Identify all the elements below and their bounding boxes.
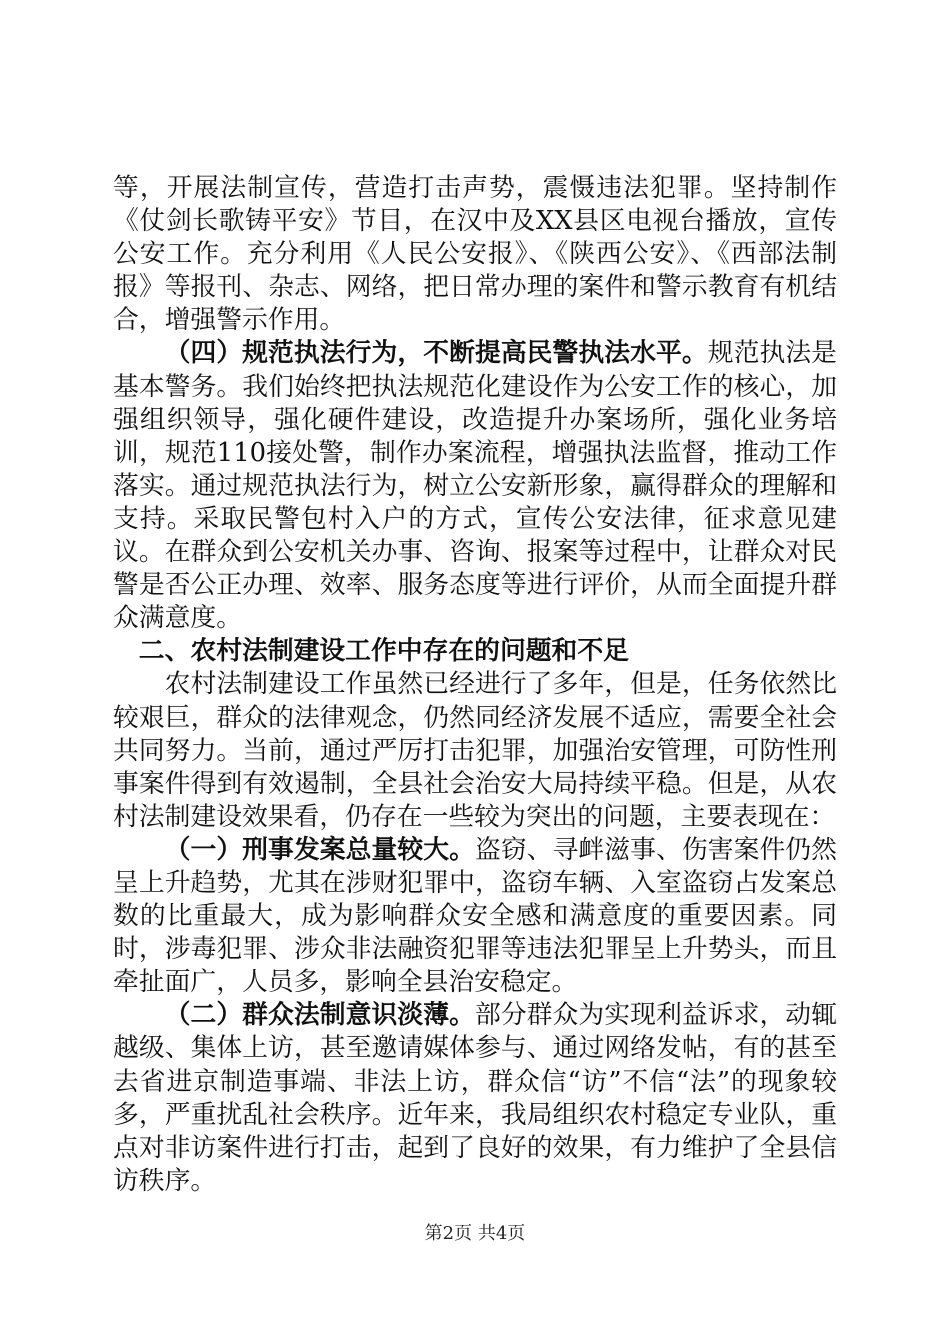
paragraph-1: [113, 172, 837, 337]
paragraph-2: [113, 337, 837, 635]
paragraph-3-text: 农村法制建设工作虽然已经进行了多年，但是，任务依然比较艰巨，群众的法律观念，仍然同经济发展不适应，需要全社会共同努力。当前，通过严厉打击犯罪，加强治安管理，可防性刑事案件得到有效遏制，全县社会治安大局持续平稳。但是，从农村法制建设效果看，仍存在一些较为突出的问题，主要表现在：: [113, 669, 837, 832]
page-footer: 第2页 共4页: [424, 1223, 526, 1244]
paragraph-5-lead: （二）群众法制意识淡薄。: [164, 1000, 475, 1031]
paragraph-4-text: 盗窃、寻衅滋事、伤害案件仍然呈上升趋势，尤其在涉财犯罪中，盗窃车辆、入室盗窃占发案总数的比重最大，成为影响群众安全感和满意度的重要因素。同时，涉毒犯罪、涉众非法融资犯罪等违法犯罪呈上升势头，而且牵扯面广，人员多，影响全县治安稳定。: [113, 834, 837, 998]
paragraph-1-text: 等，开展法制宣传，营造打击声势，震慑违法犯罪。坚持制作《仗剑长歌铸平安》节目，在汉中及XX县区电视台播放，宣传公安工作。充分利用《人民公安报》、《陕西公安》、《西部法制报》等报刊、杂志、网络，把日常办理的案件和警示教育有机结合，增强警示作用。: [113, 173, 837, 336]
paragraph-4-lead: （一）刑事发案总量较大。: [164, 834, 475, 865]
paragraph-5: [113, 999, 837, 1198]
section-heading: 二、农村法制建设工作中存在的问题和不足: [138, 636, 629, 667]
document-body: [113, 172, 837, 1198]
paragraph-4: [113, 834, 837, 999]
paragraph-5-text: 部分群众为实现利益诉求，动辄越级、集体上访，甚至邀请媒体参与、通过网络发帖，有的甚至去省进京制造事端、非法上访，群众信“访”不信“法”的现象较多，严重扰乱社会秩序。近年来，我局组织农村稳定专业队，重点对非访案件进行打击，起到了良好的效果，有力维护了全县信访秩序。: [113, 1000, 837, 1196]
paragraph-2-text: 规范执法是基本警务。我们始终把执法规范化建设作为公安工作的核心，加强组织领导，强化硬件建设，改造提升办案场所，强化业务培训，规范110接处警，制作办案流程，增强执法监督，推动工作落实。通过规范执法行为，树立公安新形象，赢得群众的理解和支持。采取民警包村入户的方式，宣传公安法律，征求意见建议。在群众到公安机关办事、咨询、报案等过程中，让群众对民警是否公正办理、效率、服务态度等进行评价，从而全面提升群众满意度。: [113, 338, 837, 634]
paragraph-2-lead: （四）规范执法行为，不断提高民警执法水平。: [164, 338, 708, 369]
paragraph-3: [113, 668, 837, 833]
